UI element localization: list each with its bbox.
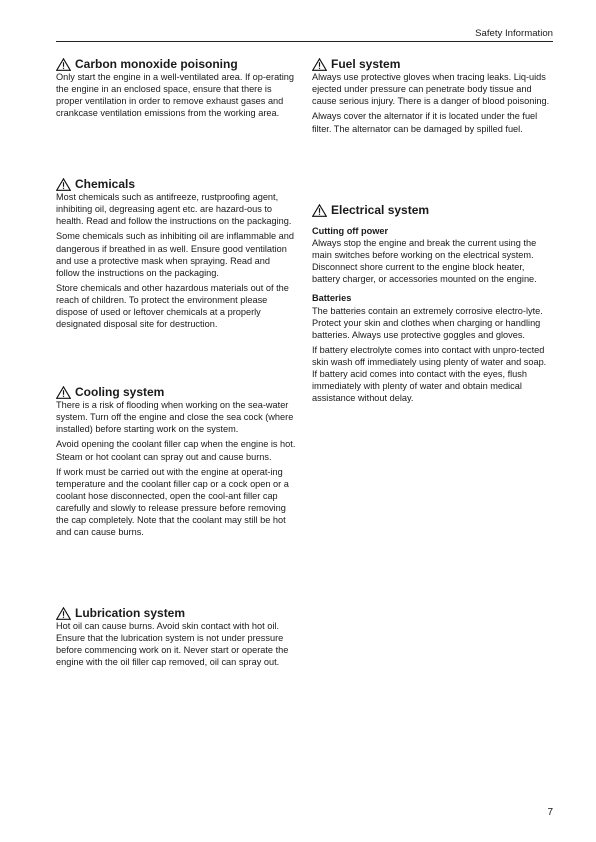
section-fuel-system [312, 57, 552, 138]
paragraph: If work must be carried out with the engine at operat-ing temperature and the coolant filler cap or a cock open or a coolant hose disconnected, open the cool-ant filler cap carefully and slowly to release pressure before removing the cap completely. Note that the coolant may still be hot and can cause burns. [56, 466, 289, 538]
warning-icon [56, 178, 71, 191]
paragraph: There is a risk of flooding when working on the sea-water system. Turn off the engine and close the sea cock (where installed) before starting work on the system. [56, 400, 294, 435]
paragraph: The batteries contain an extremely corrosive electro-lyte. Protect your skin and clothes when charging or handling batteries. Always use protective goggles and gloves. [312, 305, 543, 340]
subheading-batteries: Batteries [312, 293, 352, 304]
section-heading [56, 606, 296, 620]
section-carbon-monoxide [56, 57, 296, 123]
header-title: Safety Information [475, 28, 553, 39]
subheading-cutting-off-power: Cutting off power [312, 226, 389, 236]
paragraph: Always use protective gloves when tracing leaks. Liq-uids ejected under pressure can penetrate body tissue and cause serious injury. There is a danger of blood poisoning. [312, 72, 550, 107]
section-lubrication-system [56, 606, 296, 672]
paragraph: Most chemicals such as antifreeze, rustproofing agent, inhibiting oil, degreasing agent etc. are hazard-ous to health. Read and follow the instructions on the packaging. [56, 192, 292, 227]
heading-text: Carbon monoxide poisoning [75, 57, 238, 71]
paragraph: Only start the engine in a well-ventilated area. If op-erating the engine in an enclosed space, ensure that there is proper ventilation in order to remove exhaust gases and crankcase ventilation emissions from the working area. [56, 72, 294, 119]
paragraph: Always cover the alternator if it is located under the fuel filter. The alternator can be damaged by spilled fuel. [312, 111, 538, 134]
paragraph: Some chemicals such as inhibiting oil are inflammable and dangerous if breathed in as well. Ensure good ventilation and use a protective mask when spraying. Read and follow the instructions on the packaging. [56, 231, 294, 278]
paragraph: Always stop the engine and break the current using the main switches before working on the electrical system. Disconnect shore current to the engine block heater, battery charger, or accessories mounted on the engine. [312, 238, 537, 285]
section-heading [56, 385, 296, 399]
warning-icon [312, 204, 327, 217]
section-cooling-system [56, 385, 296, 542]
section-electrical-system [312, 203, 552, 408]
warning-icon [56, 386, 71, 399]
section-heading [312, 57, 552, 71]
warning-icon [56, 607, 71, 620]
paragraph: Hot oil can cause burns. Avoid skin contact with hot oil. Ensure that the lubrication system is not under pressure before commencing work on it. Never start or operate the engine with the oil filler cap removed, oil can spray out. [56, 621, 289, 668]
heading-text: Electrical system [331, 203, 430, 217]
heading-text: Lubrication system [75, 606, 186, 620]
section-heading [56, 57, 296, 71]
section-heading [56, 177, 296, 191]
heading-text: Cooling system [75, 385, 165, 399]
page-number: 7 [547, 807, 553, 818]
warning-icon [56, 58, 71, 71]
heading-text: Fuel system [331, 57, 401, 71]
warning-icon [312, 58, 327, 71]
paragraph: Store chemicals and other hazardous materials out of the reach of children. To protect the environment please dispose of used or leftover chemicals at a properly designated disposal site for destruction. [56, 283, 289, 330]
heading-text: Chemicals [75, 177, 136, 191]
paragraph: Avoid opening the coolant filler cap when the engine is hot. Steam or hot coolant can spray out and cause burns. [56, 439, 296, 462]
section-chemicals [56, 177, 296, 334]
header-rule [56, 41, 553, 42]
paragraph: If battery electrolyte comes into contact with unpro-tected skin wash off immediately using plenty of water and soap. If battery acid comes into contact with the eyes, flush immediately with plenty of water and obtain medical assistance without delay. [312, 345, 547, 404]
section-heading [312, 203, 552, 217]
